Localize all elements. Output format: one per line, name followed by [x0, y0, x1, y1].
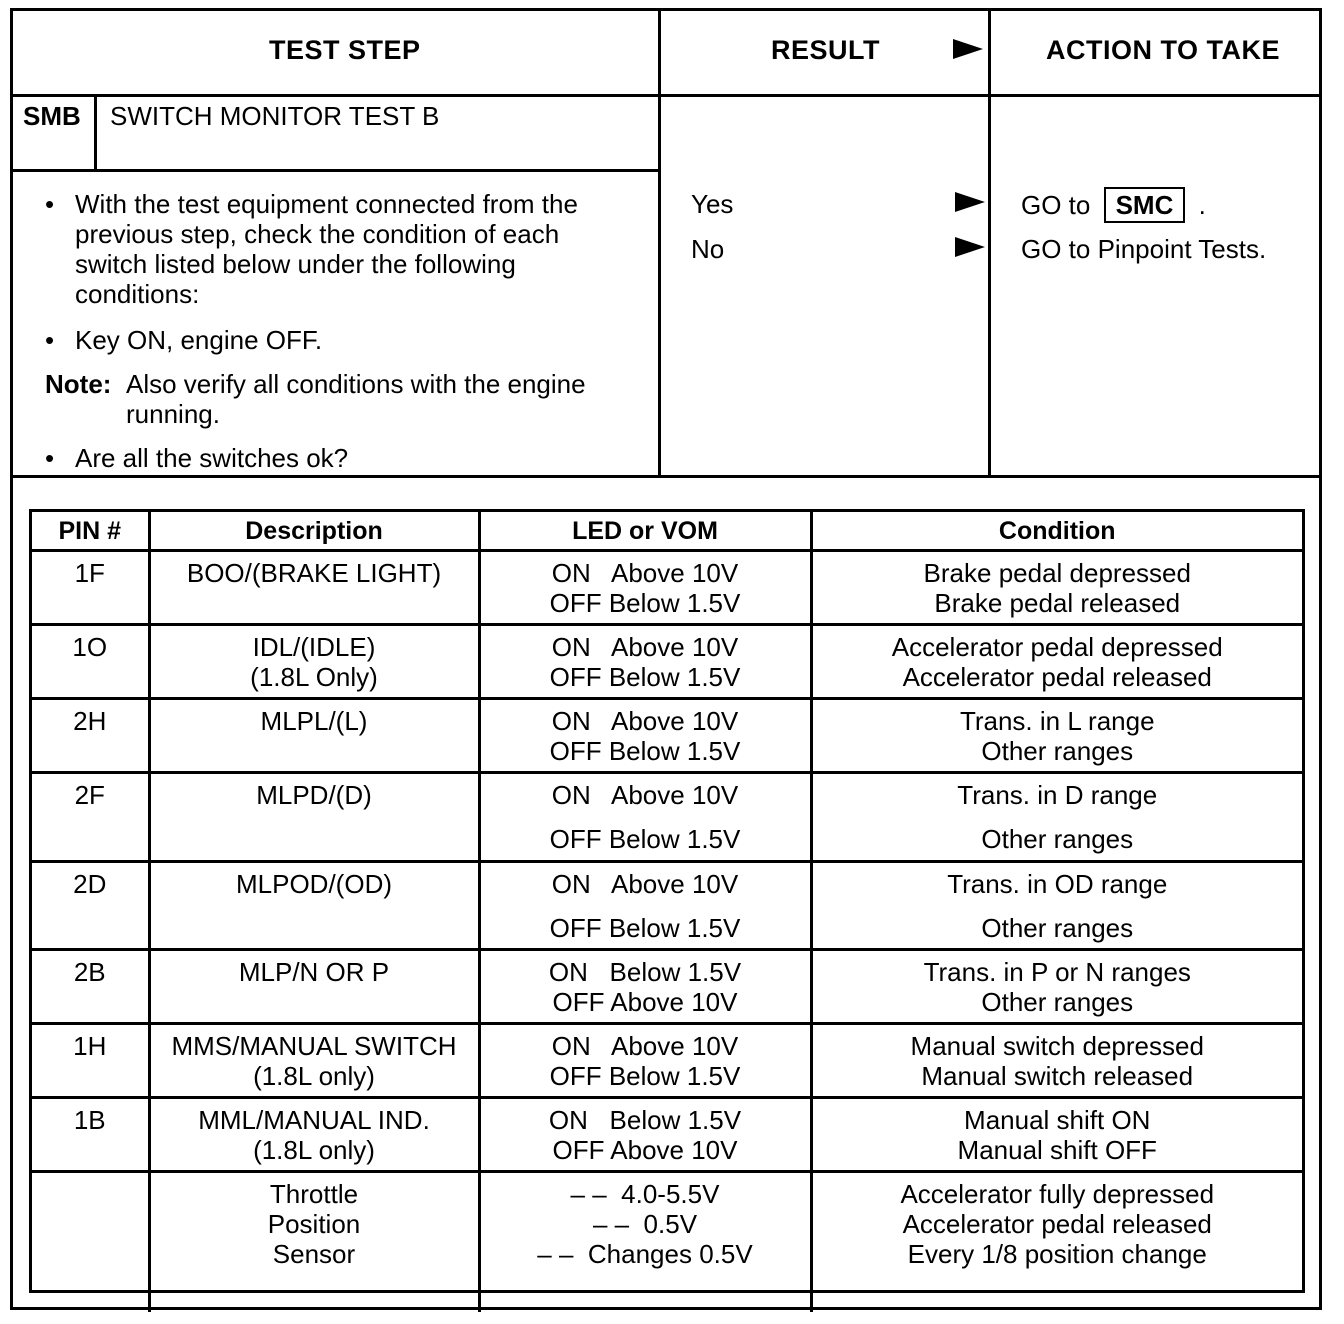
pin-cell: 1O: [32, 625, 149, 699]
led-line: ON Above 10V: [551, 632, 739, 662]
action-yes-target: SMC: [1104, 187, 1186, 223]
cond-line: Manual switch released: [921, 1061, 1194, 1091]
led-line: OFF Above 10V: [552, 1135, 738, 1165]
led-line: ON Above 10V: [551, 780, 739, 810]
led-line: OFF Below 1.5V: [549, 588, 741, 618]
result-yes-arrow-icon: [955, 192, 985, 212]
led-vom-cell: [479, 699, 811, 773]
bullet-icon: •: [45, 189, 55, 219]
led-line: ON Below 1.5V: [548, 1105, 742, 1135]
pin-cell: 2H: [32, 699, 149, 773]
bullet3-text: Are all the switches ok?: [75, 443, 349, 473]
led-vom-cell: [479, 551, 811, 625]
line-spacer: [817, 810, 1299, 824]
table-row: [32, 625, 1302, 699]
cond-line: Trans. in OD range: [947, 869, 1168, 899]
switch-table-frame: [29, 509, 1305, 1293]
desc-line: MLPL/(L): [260, 706, 368, 736]
table-row: [32, 773, 1302, 862]
description-cell: [149, 1098, 479, 1172]
table-row: [32, 1172, 1302, 1312]
line-spacer: [485, 810, 806, 824]
pin-cell: 1H: [32, 1024, 149, 1098]
led-vom-cell: [479, 1172, 811, 1312]
condition-cell: [811, 1098, 1302, 1172]
led-line: – – Changes 0.5V: [537, 1239, 753, 1269]
header-action: ACTION TO TAKE: [1046, 35, 1280, 65]
cond-line: Manual switch depressed: [910, 1031, 1204, 1061]
test-step-page: [10, 8, 1322, 1310]
action-yes-suffix: .: [1198, 190, 1206, 220]
description-cell: [149, 551, 479, 625]
step-title: SWITCH MONITOR TEST B: [110, 101, 440, 131]
cond-line: Other ranges: [981, 987, 1134, 1017]
led-vom-cell: [479, 1098, 811, 1172]
led-vom-cell: [479, 862, 811, 950]
cond-line: Accelerator fully depressed: [900, 1179, 1215, 1209]
desc-line: MLPD/(D): [256, 780, 372, 810]
result-no-arrow-icon: [955, 237, 985, 257]
desc-line: MLPOD/(OD): [236, 869, 392, 899]
desc-line: Throttle: [269, 1179, 359, 1209]
cond-line: Accelerator pedal released: [902, 1209, 1212, 1239]
description-cell: [149, 699, 479, 773]
cond-line: Trans. in L range: [959, 706, 1155, 736]
cond-line: Manual shift ON: [964, 1105, 1151, 1135]
col-header-led-vom: LED or VOM: [479, 512, 811, 551]
pin-cell: 2B: [32, 950, 149, 1024]
cond-line: Trans. in P or N ranges: [923, 957, 1191, 987]
header-test-step: TEST STEP: [269, 35, 421, 65]
led-line: ON Above 10V: [551, 706, 739, 736]
description-cell: [149, 625, 479, 699]
note-line2: running.: [126, 399, 220, 429]
bullet-icon: •: [45, 443, 55, 473]
led-line: ON Below 1.5V: [548, 957, 742, 987]
header-divider: [13, 94, 1319, 97]
desc-line: IDL/(IDLE): [252, 632, 376, 662]
led-line: ON Above 10V: [551, 869, 739, 899]
table-row: [32, 1098, 1302, 1172]
table-row: [32, 551, 1302, 625]
desc-line: (1.8L only): [253, 1135, 375, 1165]
bullet1-line2: previous step, check the condition of each: [75, 219, 560, 249]
cond-line: Every 1/8 position change: [907, 1239, 1207, 1269]
led-vom-cell: [479, 1024, 811, 1098]
pin-cell: 1B: [32, 1098, 149, 1172]
description-cell: [149, 862, 479, 950]
table-row: [32, 699, 1302, 773]
table-row: [32, 950, 1302, 1024]
step-title-divider: [13, 169, 658, 172]
condition-cell: [811, 551, 1302, 625]
cond-line: Accelerator pedal released: [902, 662, 1212, 692]
condition-cell: [811, 699, 1302, 773]
column-divider-2: [988, 11, 991, 478]
led-vom-cell: [479, 950, 811, 1024]
cond-line: Other ranges: [981, 736, 1134, 766]
col-header-description: Description: [149, 512, 479, 551]
led-line: OFF Below 1.5V: [549, 736, 741, 766]
switch-table-header-row: [32, 512, 1302, 551]
bullet1-line1: With the test equipment connected from the: [75, 189, 578, 219]
cond-line: Brake pedal released: [934, 588, 1181, 618]
led-line: OFF Above 10V: [552, 987, 738, 1017]
step-code: SMB: [23, 101, 81, 131]
condition-cell: [811, 1172, 1302, 1312]
desc-line: (1.8L only): [253, 1061, 375, 1091]
description-cell: [149, 1024, 479, 1098]
cond-line: Brake pedal depressed: [923, 558, 1191, 588]
pin-cell: 2D: [32, 862, 149, 950]
result-yes: Yes: [691, 189, 734, 219]
condition-cell: [811, 1024, 1302, 1098]
table-row: [32, 862, 1302, 950]
header-arrow-icon: [953, 39, 983, 59]
cond-line: Other ranges: [981, 913, 1134, 943]
note-line1: Also verify all conditions with the engine: [126, 369, 586, 399]
desc-line: MMS/MANUAL SWITCH: [171, 1031, 457, 1061]
led-line: OFF Below 1.5V: [549, 913, 741, 943]
cond-line: Manual shift OFF: [957, 1135, 1157, 1165]
desc-line: BOO/(BRAKE LIGHT): [186, 558, 442, 588]
cond-line: Trans. in D range: [957, 780, 1158, 810]
led-line: ON Above 10V: [551, 1031, 739, 1061]
bullet1-line4: conditions:: [75, 279, 200, 309]
desc-line: Position: [267, 1209, 361, 1239]
led-line: OFF Below 1.5V: [549, 824, 741, 854]
led-line: – – 4.0-5.5V: [570, 1179, 720, 1209]
bullet-icon: •: [45, 325, 55, 355]
pin-cell: 1F: [32, 551, 149, 625]
desc-line: MML/MANUAL IND.: [198, 1105, 430, 1135]
pin-cell: 2F: [32, 773, 149, 862]
led-line: OFF Below 1.5V: [549, 662, 741, 692]
step-code-divider: [94, 94, 97, 172]
led-line: ON Above 10V: [551, 558, 739, 588]
condition-cell: [811, 862, 1302, 950]
description-cell: [149, 950, 479, 1024]
desc-line: (1.8L Only): [250, 662, 378, 692]
led-vom-cell: [479, 625, 811, 699]
result-no: No: [691, 234, 725, 264]
cond-line: Accelerator pedal depressed: [891, 632, 1223, 662]
led-vom-cell: [479, 773, 811, 862]
bullet1-line3: switch listed below under the following: [75, 249, 516, 279]
condition-cell: [811, 773, 1302, 862]
description-cell: [149, 1172, 479, 1312]
column-divider-1: [658, 11, 661, 478]
line-spacer: [485, 899, 806, 913]
action-no: GO to Pinpoint Tests.: [1021, 234, 1267, 264]
description-cell: [149, 773, 479, 862]
upper-section-divider: [13, 475, 1319, 478]
cond-line: Other ranges: [981, 824, 1134, 854]
led-line: – – 0.5V: [592, 1209, 698, 1239]
condition-cell: [811, 625, 1302, 699]
led-line: OFF Below 1.5V: [549, 1061, 741, 1091]
header-result: RESULT: [771, 35, 880, 65]
line-spacer: [817, 899, 1299, 913]
action-yes-prefix: GO to: [1021, 190, 1091, 220]
pin-cell: [32, 1172, 149, 1312]
desc-line: MLP/N OR P: [238, 957, 390, 987]
condition-cell: [811, 950, 1302, 1024]
col-header-condition: Condition: [811, 512, 1302, 551]
bullet2-text: Key ON, engine OFF.: [75, 325, 323, 355]
action-yes: [1021, 187, 1206, 223]
col-header-pin: PIN #: [32, 512, 149, 551]
table-row: [32, 1024, 1302, 1098]
switch-table-body: [32, 551, 1302, 1312]
note-label: Note:: [45, 369, 112, 399]
desc-line: Sensor: [272, 1239, 356, 1269]
switch-table: [32, 512, 1302, 1312]
